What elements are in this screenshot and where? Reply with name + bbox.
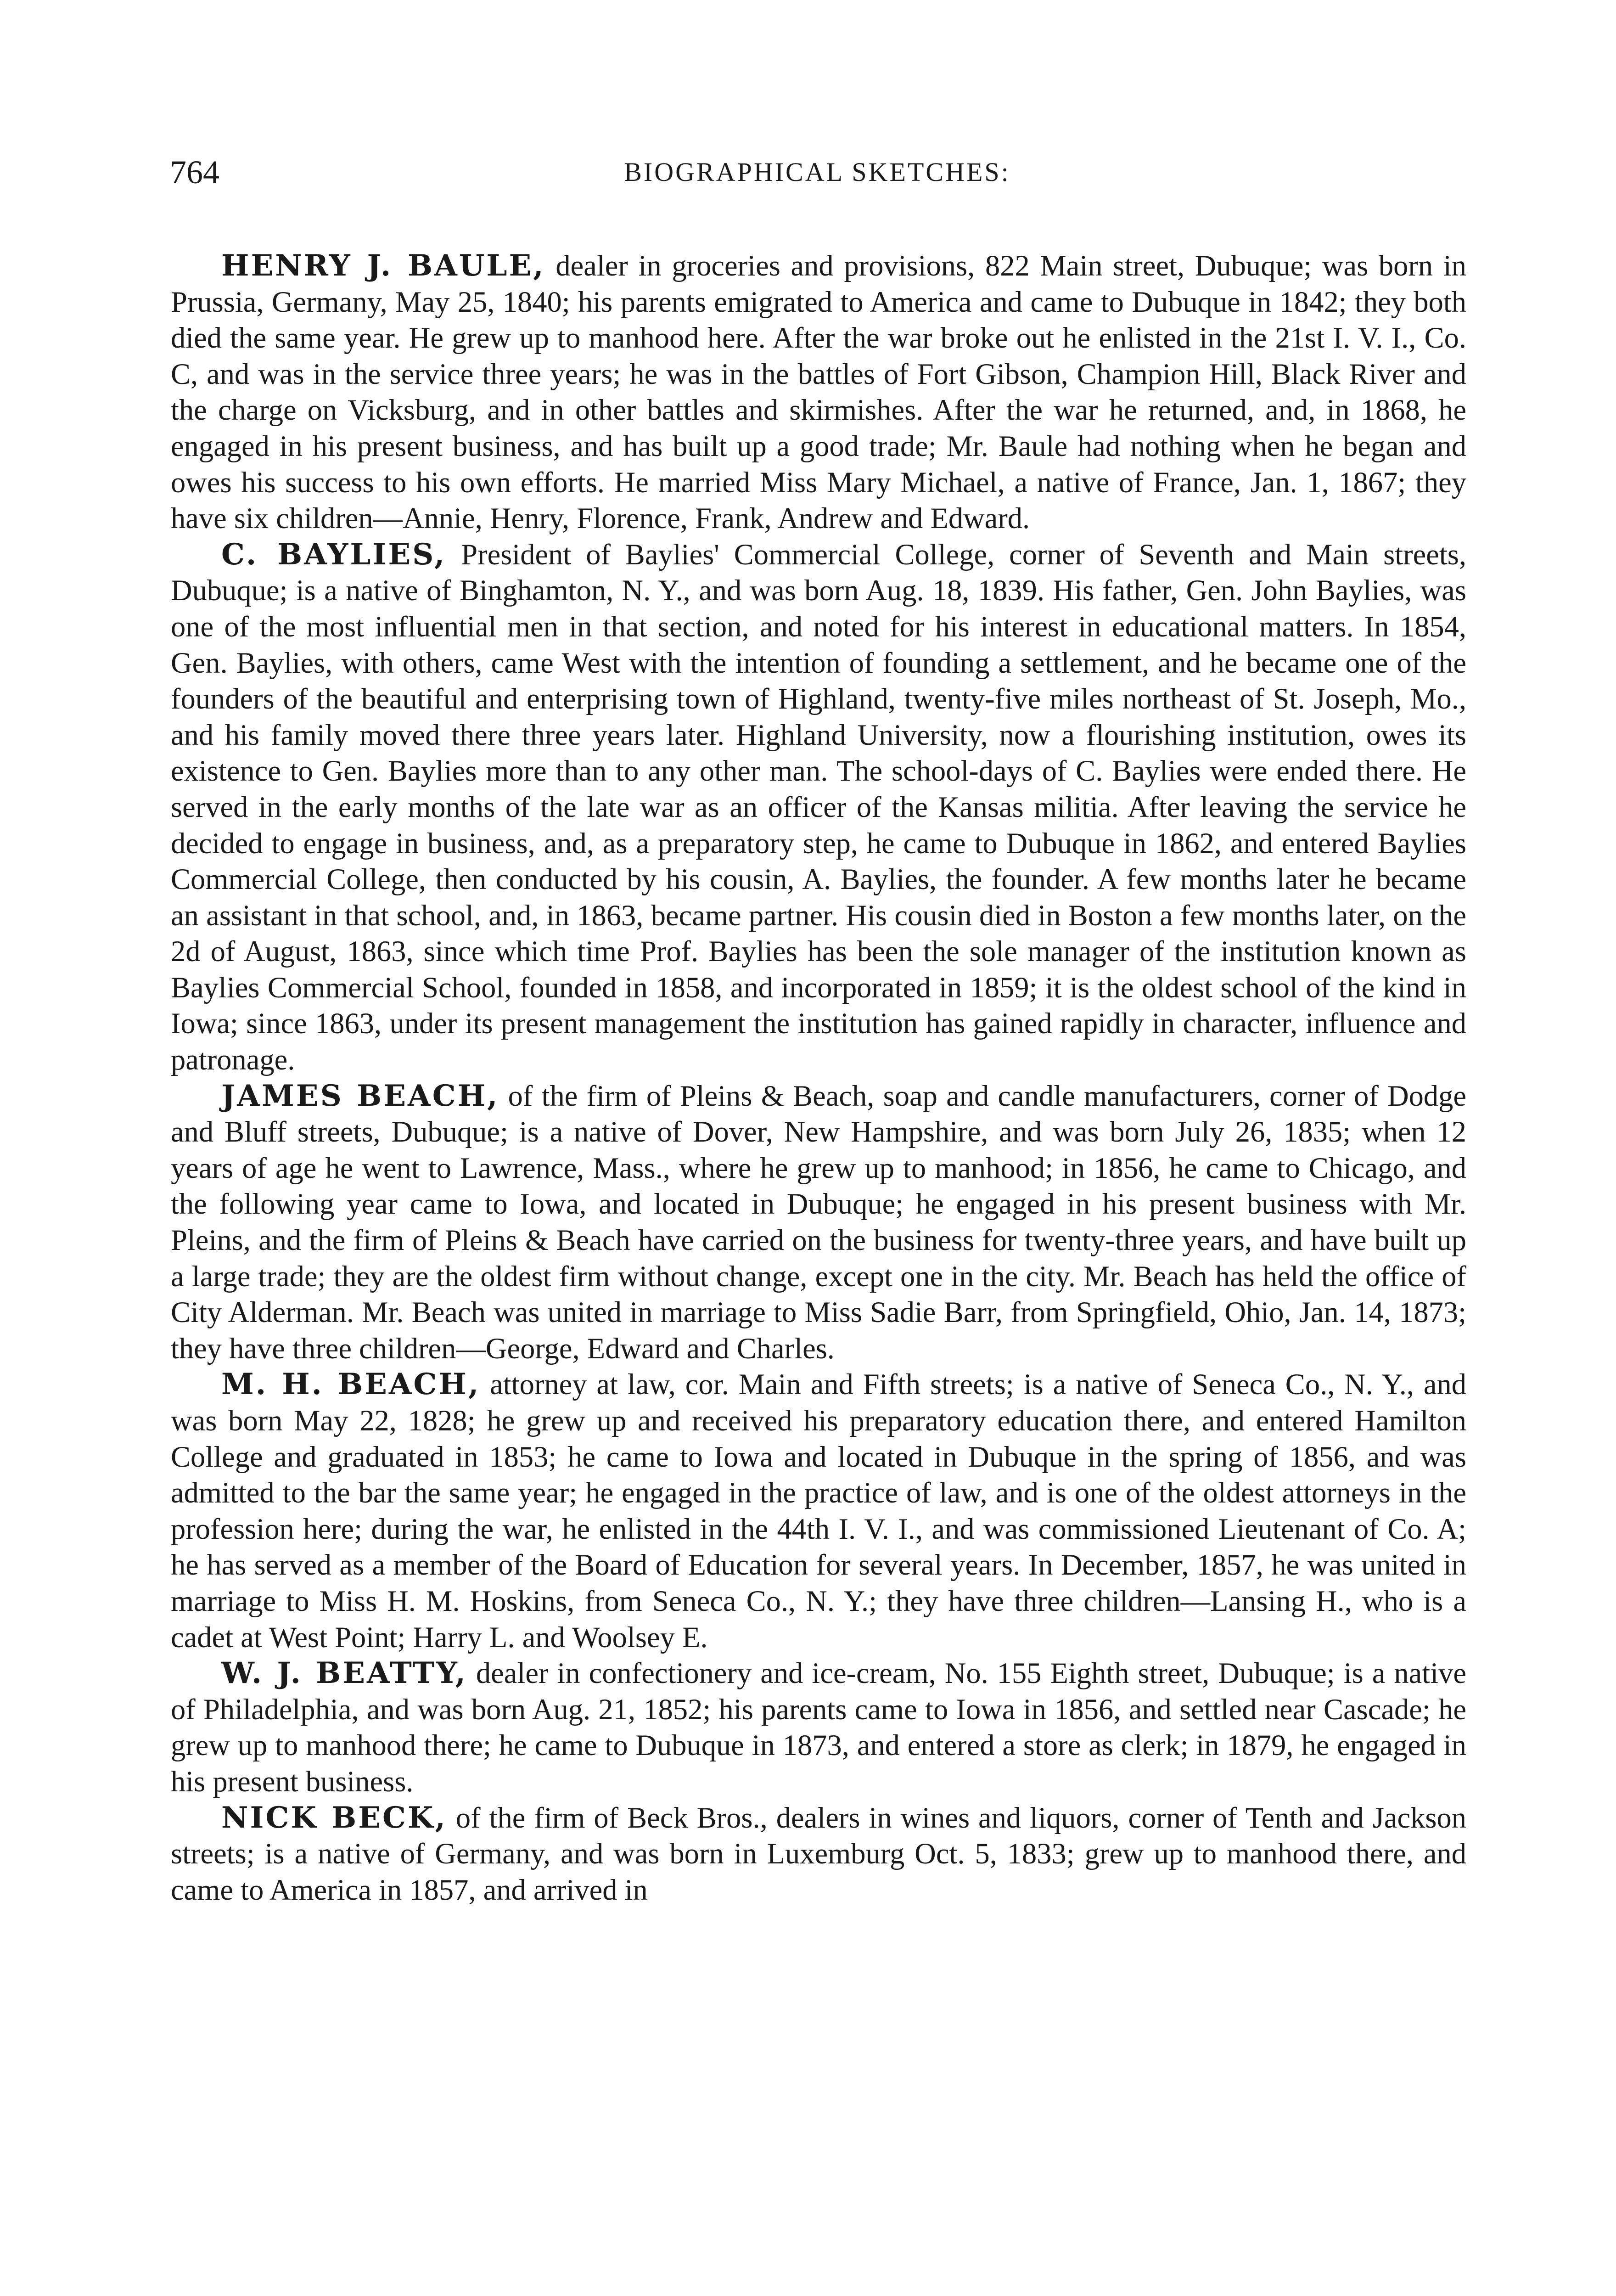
sketch-name: C. BAYLIES, (221, 537, 447, 572)
sketch-james-beach (171, 1078, 1466, 1367)
sketch-w-j-beatty (171, 1655, 1466, 1800)
sketch-name: W. J. BEATTY, (221, 1656, 467, 1691)
sketches-body (171, 248, 1466, 1908)
sketch-c-baylies (171, 537, 1466, 1078)
sketch-name: NICK BECK, (221, 1800, 447, 1835)
sketch-text: President of Baylies' Commercial College, corner of Seventh and Main streets, Dubuque; is a native of Binghamton, N. Y., and was born Aug. 18, 1839. His father, Gen. John Baylies, was one of the most influential men in that section, and noted for his interest in educational matters. In 1854, Gen. Baylies, with others, came West with the intention of founding a settlement, and he became one of the founders of the beautiful and enterprising town of Highland, twenty-five miles northeast of St. Joseph, Mo., and his family moved there three years later. Highland University, now a flourishing institution, owes its existence to Gen. Baylies more than to any other man. The school-days of C. Baylies were ended there. He served in the early months of the late war as an officer of the Kansas militia. After leaving the service he decided to engage in business, and, as a preparatory step, he came to Dubuque in 1862, and entered Baylies Commercial College, then conducted by his cousin, A. Baylies, the founder. A few months later he became an assistant in that school, and, in 1863, became partner. His cousin died in Boston a few months later, on the 2d of August, 1863, since which time Prof. Baylies has been the sole manager of the institution known as Baylies Commercial School, founded in 1858, and incorporated in 1859; it is the oldest school of the kind in Iowa; since 1863, under its present management the institution has gained rapidly in character, influence and patronage. (171, 538, 1467, 1076)
sketch-text: of the firm of Pleins & Beach, soap and candle manufacturers, corner of Dodge and Bluff streets, Dubuque; is a native of Dover, New Hampshire, and was born July 26, 1835; when 12 years of age he went to Lawrence, Mass., where he grew up to manhood; in 1856, he came to Chicago, and the following year came to Iowa, and located in Dubuque; he engaged in his present business with Mr. Pleins, and the firm of Pleins & Beach have carried on the business for twenty-three years, and have built up a large trade; they are the oldest firm without change, except one in the city. Mr. Beach has held the office of City Alderman. Mr. Beach was united in marriage to Miss Sadie Barr, from Springfield, Ohio, Jan. 14, 1873; they have three children—George, Edward and Charles. (171, 1079, 1467, 1365)
sketch-name: HENRY J. BAULE, (221, 248, 545, 283)
sketch-text: dealer in groceries and provisions, 822 Main street, Dubuque; was born in Prussia, Germany, May 25, 1840; his parents emigrated to America and came to Dubuque in 1842; they both died the same year. He grew up to manhood here. After the war broke out he enlisted in the 21st I. V. I., Co. C, and was in the service three years; he was in the battles of Fort Gibson, Champion Hill, Black River and the charge on Vicksburg, and in other battles and skirmishes. After the war he returned, and, in 1868, he engaged in his present business, and has built up a good trade; Mr. Baule had nothing when he began and owes his success to his own efforts. He married Miss Mary Michael, a native of France, Jan. 1, 1867; they have six children—Annie, Henry, Florence, Frank, Andrew and Edward. (171, 249, 1467, 535)
running-head: BIOGRAPHICAL SKETCHES: (624, 157, 1010, 187)
sketch-m-h-beach (171, 1367, 1466, 1655)
page-header (170, 152, 1464, 193)
sketch-text: attorney at law, cor. Main and Fifth streets; is a native of Seneca Co., N. Y., and was born May 22, 1828; he grew up and received his preparatory education there, and entered Hamilton College and graduated in 1853; he came to Iowa and located in Dubuque in the spring of 1856, and was admitted to the bar the same year; he engaged in the practice of law, and is one of the oldest attorneys in the profession here; during the war, he enlisted in the 44th I. V. I., and was commissioned Lieutenant of Co. A; he has served as a member of the Board of Education for several years. In December, 1857, he was united in marriage to Miss H. M. Hoskins, from Seneca Co., N. Y.; they have three children—Lansing H., who is a cadet at West Point; Harry L. and Woolsey E. (171, 1368, 1466, 1654)
sketch-henry-j-baule (171, 248, 1466, 537)
sketch-text: of the firm of Beck Bros., dealers in wines and liquors, corner of Tenth and Jackson streets; is a native of Germany, and was born in Luxemburg Oct. 5, 1833; grew up to manhood there, and came to America in 1857, and arrived in (171, 1801, 1467, 1906)
sketch-name: M. H. BEACH, (221, 1367, 481, 1402)
sketch-name: JAMES BEACH, (221, 1078, 499, 1113)
sketch-text: dealer in confectionery and ice-cream, No. 155 Eighth street, Dubuque; is a native of Philadelphia, and was born Aug. 21, 1852; his parents came to Iowa in 1856, and settled near Cascade; he grew up to manhood there; he came to Dubuque in 1873, and entered a store as clerk; in 1879, he engaged in his present business. (171, 1657, 1467, 1798)
page-number: 764 (170, 154, 219, 191)
sketch-nick-beck (171, 1800, 1466, 1908)
